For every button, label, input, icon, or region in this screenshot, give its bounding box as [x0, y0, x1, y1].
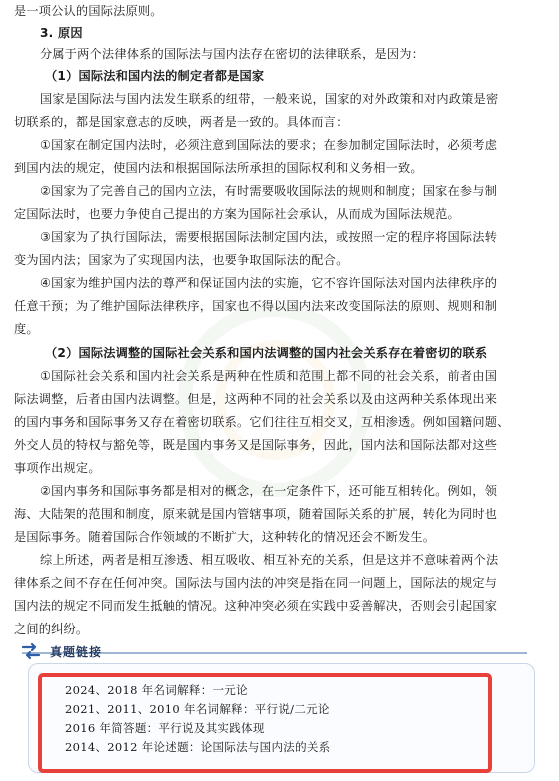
text-line: 度。 — [14, 322, 39, 336]
text-line: 任意干预；为了维护国际法律秩序，国家也不得以国内法来改变国际法的原则、规则和制 — [14, 299, 498, 313]
text-line: 综上所述，两者是相互渗透、相互吸收、相互补充的关系，但是这并不意味着两个法 — [40, 553, 499, 567]
related-item: 2014、2012 年论述题：论国际法与国内法的关系 — [65, 740, 331, 754]
text-line: ②国家为了完善自己的国内立法，有时需要吸收国际法的规则和制度；国家在参与制 — [40, 184, 498, 198]
related-item: 2016 年简答题：平行说及其实践体现 — [65, 721, 265, 735]
subsection-heading: （2）国际法调整的国际社会关系和国内法调整的国内社会关系存在着密切的联系 — [45, 346, 488, 360]
text-line: 是国际事务。随着国际合作领域的不断扩大，这种转化的情况还会不断发生。 — [14, 530, 436, 544]
text-line: ③国家为了执行国际法，需要根据国际法制定国内法，或按照一定的程序将国际法转 — [40, 230, 498, 244]
text-line: 外交人员的特权与豁免等，既是国内事务又是国际事务，因此，国内法和国际法都对这些 — [14, 438, 498, 452]
text-line: ①国家在制定国内法时，必须注意到国际法的要求；在参加制定国际法时，必须考虑 — [40, 138, 498, 152]
text-line: 切联系的，都是国家意志的反映，两者是一致的。具体而言： — [14, 115, 349, 129]
text-line: 国内法的规定不同而发生抵触的情况。这种冲突必须在实践中妥善解决，否则会引起国家 — [14, 599, 498, 613]
subsection-heading: （1）国际法和国内法的制定者都是国家 — [45, 69, 265, 83]
text-line: 分属于两个法律体系的国际法与国内法存在密切的法律联系，是因为： — [40, 47, 425, 61]
text-line: 国家是国际法与国内法发生联系的纽带，一般来说，国家的对外政策和对内政策是密 — [40, 92, 499, 106]
related-item: 2021、2011、2010 年名词解释：平行说/二元论 — [65, 702, 330, 716]
link-arrows-icon — [20, 641, 42, 661]
text-line: ④国家为维护国内法的尊严和保证国内法的实施，它不容许国际法对国内法律秩序的 — [40, 276, 498, 290]
text-line: 变为国内法；国家为了实现国内法，也要争取国际法的配合。 — [14, 253, 349, 267]
text-line: 的国内事务和国际事务又存在着密切联系。它们往往互相交叉，互相渗透。例如国籍问题、 — [14, 415, 510, 429]
text-line: ②国内事务和国际事务都是相对的概念，在一定条件下，还可能互相转化。例如，领 — [40, 484, 498, 498]
text-line: 到国内法的规定，使国内法和根据国际法所承担的国际权利和义务相一致。 — [14, 161, 423, 175]
text-line: 律体系之间不存在任何冲突。国际法与国内法的冲突是指在同一问题上，国际法的规定与 — [14, 576, 498, 590]
section-heading: 3. 原因 — [40, 26, 83, 40]
text-line: 是一项公认的国际法原则。 — [14, 4, 163, 18]
text-line: 定国际法时，也要力争使自己提出的方案为国际社会承认，从而成为国际法规范。 — [14, 207, 460, 221]
text-line: 之间的纠纷。 — [14, 622, 89, 636]
text-line: ①国际社会关系和国内社会关系是两种在性质和范围上都不同的社会关系，前者由国 — [40, 369, 498, 383]
related-title: 真题链接 — [50, 645, 103, 659]
text-line: 际法调整，后者由国内法调整。但是，这两种不同的社会关系以及由这两种关系体现出来 — [14, 392, 498, 406]
text-line: 事项作出规定。 — [14, 461, 101, 475]
text-line: 海、大陆架的范围和制度，原来就是国内管辖事项，随着国际关系的扩展，转化为同时也 — [14, 507, 498, 521]
related-item: 2024、2018 年名词解释：一元论 — [65, 683, 248, 697]
